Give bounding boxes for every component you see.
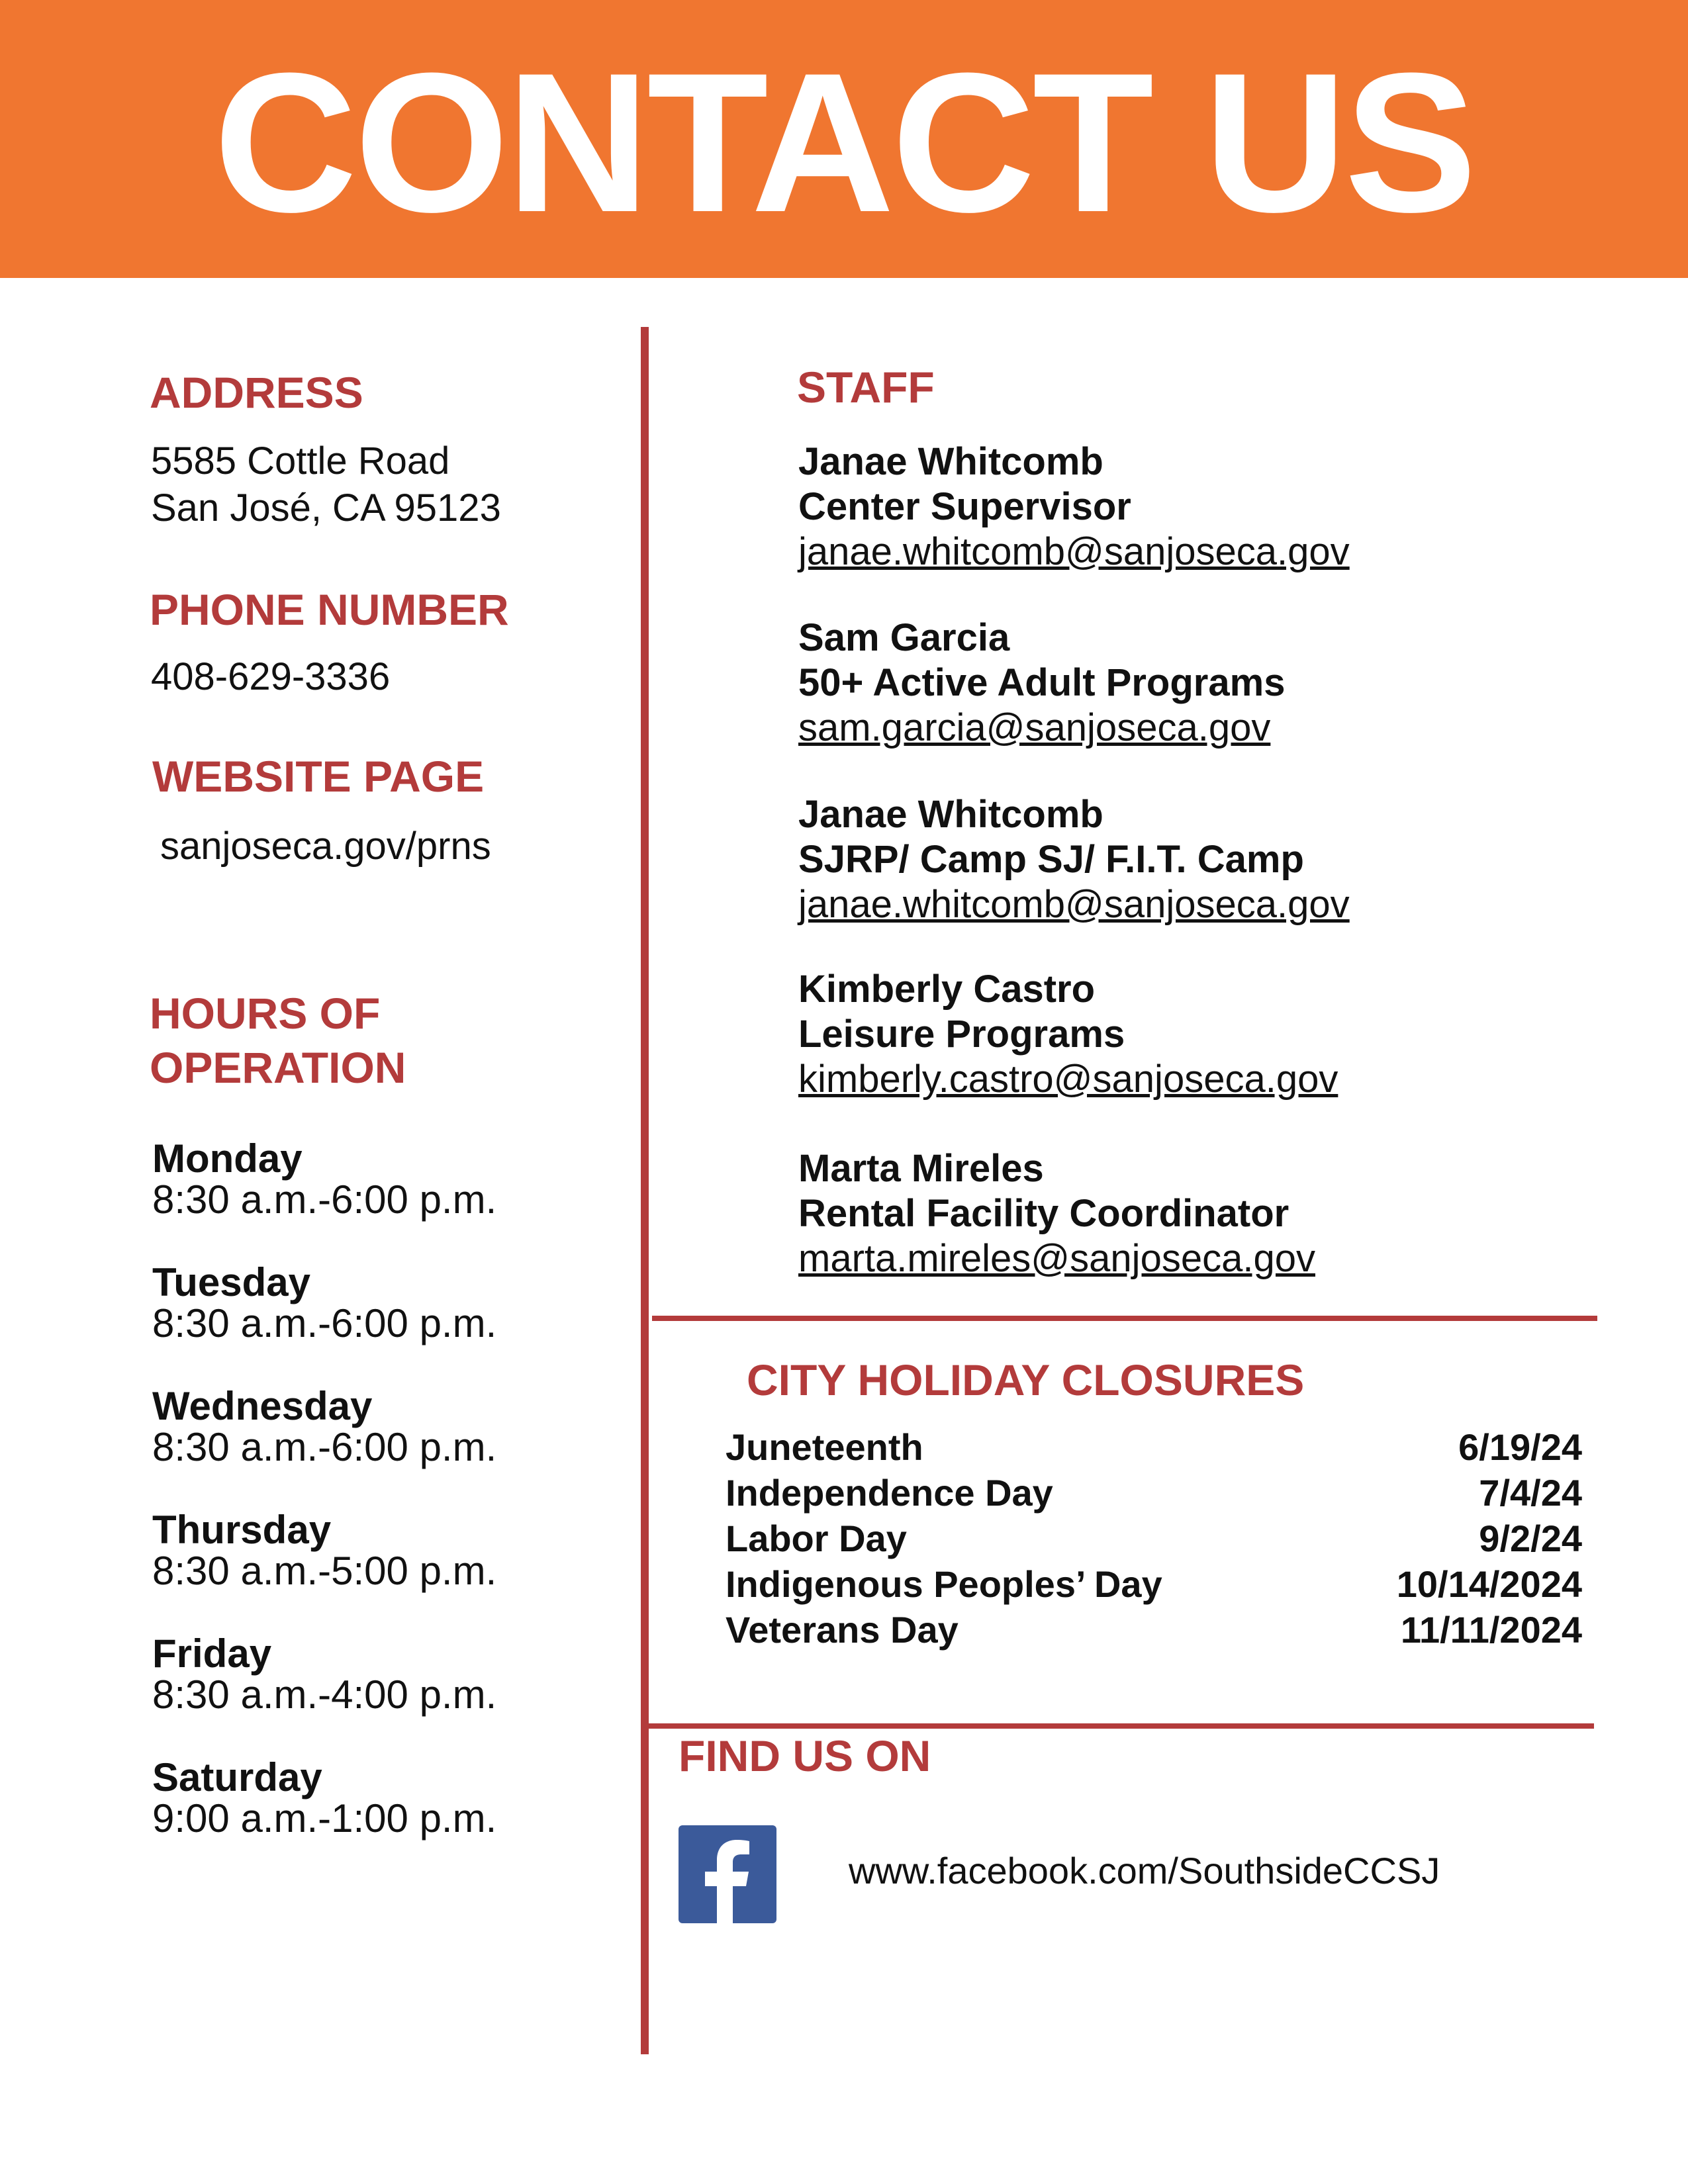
staff-role: Center Supervisor <box>798 485 1131 528</box>
hours-day: Thursday <box>152 1508 332 1552</box>
hours-time: 8:30 a.m.-4:00 p.m. <box>152 1672 497 1717</box>
address-line-2: San José, CA 95123 <box>151 486 501 529</box>
holiday-name: Labor Day <box>726 1518 907 1559</box>
hours-entry <box>152 1510 496 1592</box>
staff-email-link[interactable]: janae.whitcomb@sanjoseca.gov <box>798 883 1350 926</box>
staff-role: 50+ Active Adult Programs <box>798 661 1286 704</box>
facebook-url[interactable]: www.facebook.com/SouthsideCCSJ <box>849 1850 1440 1891</box>
staff-name: Marta Mireles <box>798 1147 1044 1190</box>
staff-member <box>798 792 1350 927</box>
holiday-list <box>726 1424 1582 1653</box>
holiday-date: 11/11/2024 <box>1400 1609 1582 1651</box>
hours-time: 8:30 a.m.-5:00 p.m. <box>152 1549 497 1593</box>
holiday-name: Independence Day <box>726 1472 1053 1514</box>
holiday-row <box>726 1516 1582 1561</box>
horizontal-divider-social <box>647 1723 1594 1729</box>
staff-role: Leisure Programs <box>798 1013 1125 1056</box>
hours-entry <box>152 1262 496 1344</box>
address-heading: ADDRESS <box>150 368 363 417</box>
staff-name: Sam Garcia <box>798 616 1010 659</box>
hours-time: 8:30 a.m.-6:00 p.m. <box>152 1425 497 1469</box>
social-heading: FIND US ON <box>679 1731 931 1780</box>
holiday-date: 9/2/24 <box>1479 1518 1582 1559</box>
hours-time: 8:30 a.m.-6:00 p.m. <box>152 1177 497 1222</box>
hours-day: Wednesday <box>152 1384 373 1428</box>
phone-heading: PHONE NUMBER <box>150 585 509 634</box>
holiday-row <box>726 1470 1582 1516</box>
hours-entry <box>152 1386 496 1468</box>
hours-entry <box>152 1138 496 1220</box>
address-line-1: 5585 Cottle Road <box>151 439 450 482</box>
holiday-row <box>726 1424 1582 1470</box>
holiday-name: Veterans Day <box>726 1609 959 1651</box>
staff-email-link[interactable]: marta.mireles@sanjoseca.gov <box>798 1237 1315 1280</box>
staff-name: Kimberly Castro <box>798 968 1096 1011</box>
website-link[interactable]: sanjoseca.gov/prns <box>160 825 491 868</box>
website-heading: WEBSITE PAGE <box>152 752 485 801</box>
hours-day: Tuesday <box>152 1260 310 1304</box>
holiday-name: Indigenous Peoples’ Day <box>726 1563 1162 1605</box>
holiday-date: 6/19/24 <box>1458 1426 1582 1468</box>
staff-email-link[interactable]: kimberly.castro@sanjoseca.gov <box>798 1058 1338 1101</box>
holiday-date: 7/4/24 <box>1479 1472 1582 1514</box>
hours-day: Monday <box>152 1136 303 1181</box>
hours-heading-line-2: OPERATION <box>150 1043 406 1092</box>
horizontal-divider-holidays <box>652 1316 1597 1321</box>
staff-member <box>798 615 1285 751</box>
page-title: CONTACT US <box>213 31 1475 253</box>
hours-day: Friday <box>152 1631 272 1676</box>
facebook-icon[interactable] <box>679 1825 776 1923</box>
phone-number[interactable]: 408-629-3336 <box>151 655 391 698</box>
hours-heading-line-1: HOURS OF <box>150 989 381 1038</box>
staff-member <box>798 439 1350 574</box>
header-banner <box>0 0 1688 278</box>
staff-member <box>798 967 1338 1102</box>
staff-role: Rental Facility Coordinator <box>798 1192 1289 1235</box>
holiday-row <box>726 1561 1582 1607</box>
staff-name: Janae Whitcomb <box>798 793 1103 836</box>
hours-entry <box>152 1757 496 1839</box>
staff-heading: STAFF <box>797 363 935 412</box>
staff-member <box>798 1146 1315 1281</box>
holiday-date: 10/14/2024 <box>1396 1563 1582 1605</box>
holiday-row <box>726 1607 1582 1653</box>
staff-role: SJRP/ Camp SJ/ F.I.T. Camp <box>798 838 1304 881</box>
staff-name: Janae Whitcomb <box>798 440 1103 483</box>
hours-time: 8:30 a.m.-6:00 p.m. <box>152 1301 497 1345</box>
hours-entry <box>152 1633 496 1715</box>
hours-day: Saturday <box>152 1755 322 1799</box>
hours-time: 9:00 a.m.-1:00 p.m. <box>152 1796 497 1841</box>
staff-email-link[interactable]: sam.garcia@sanjoseca.gov <box>798 706 1271 749</box>
vertical-divider <box>641 327 649 2054</box>
holidays-heading: CITY HOLIDAY CLOSURES <box>747 1355 1305 1404</box>
facebook-f-glyph <box>679 1825 776 1923</box>
holiday-name: Juneteenth <box>726 1426 923 1468</box>
staff-email-link[interactable]: janae.whitcomb@sanjoseca.gov <box>798 530 1350 573</box>
